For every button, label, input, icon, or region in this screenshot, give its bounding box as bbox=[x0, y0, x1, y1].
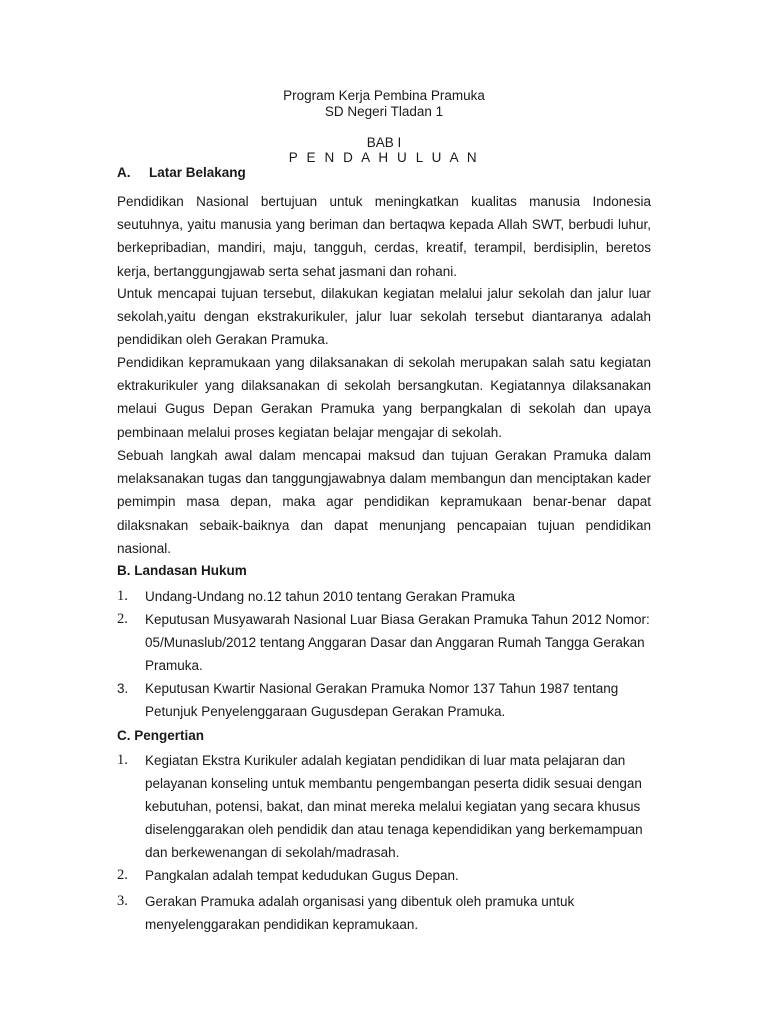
legal-basis-list bbox=[117, 585, 657, 723]
paragraph-4: Sebuah langkah awal dalam mencapai maksud dan tujuan Gerakan Pramuka dalam melaksanakan tugas dan tanggungjawabnya dalam membangun dan menciptakan kader pemimpin masa depan, maka agar pendidikan kepramukaan benar-benar dapat dilaksnakan sebaik-baiknya dan dapat menunjang pencapaian tujuan pendidikan nasional. bbox=[117, 448, 651, 556]
section-a-heading bbox=[117, 164, 246, 181]
section-a-title: Latar Belakang bbox=[149, 165, 246, 180]
list-item bbox=[117, 864, 657, 887]
list-item-text: Pangkalan adalah tempat kedudukan Gugus Depan. bbox=[145, 868, 459, 883]
list-item bbox=[117, 749, 657, 864]
section-a-label: A. bbox=[117, 165, 131, 180]
list-number: 1. bbox=[117, 752, 128, 768]
section-b-heading: B. Landasan Hukum bbox=[117, 563, 247, 578]
list-item bbox=[117, 585, 657, 608]
chapter-title: P E N D A H U L U A N bbox=[288, 150, 480, 165]
list-item-text: Keputusan Musyawarah Nasional Luar Biasa Gerakan Pramuka Tahun 2012 Nomor: 05/Munaslub/2012 tentang Anggaran Dasar dan Anggaran Rumah Tangga Gerakan Pramuka. bbox=[145, 612, 650, 673]
list-item bbox=[117, 608, 657, 677]
list-number: 3. bbox=[117, 893, 128, 909]
document-title: Program Kerja Pembina Pramuka bbox=[283, 88, 485, 103]
list-item-text: Gerakan Pramuka adalah organisasi yang dibentuk oleh pramuka untuk menyelenggarakan pendidikan kepramukaan. bbox=[145, 894, 575, 932]
list-item bbox=[117, 890, 657, 936]
list-item bbox=[117, 677, 657, 723]
list-item-text: Keputusan Kwartir Nasional Gerakan Pramuka Nomor 137 Tahun 1987 tentang Petunjuk Penyelenggaraan Gugusdepan Gerakan Pramuka. bbox=[145, 681, 619, 719]
list-number: 1. bbox=[117, 588, 128, 604]
paragraph-1: Pendidikan Nasional bertujuan untuk meningkatkan kualitas manusia Indonesia seutuhnya, yaitu manusia yang beriman dan bertaqwa kepada Allah SWT, berbudi luhur, berkepribadian, mandiri, maju, tangguh, cerdas, kreatif, terampil, berdisiplin, beretos kerja, bertanggungjawab serta sehat jasmani dan rohani. bbox=[117, 194, 651, 279]
definitions-list bbox=[117, 749, 657, 936]
list-number: 2. bbox=[117, 867, 128, 883]
chapter-number: BAB I bbox=[366, 135, 402, 150]
section-c-heading: C. Pengertian bbox=[117, 728, 205, 743]
list-number: 3. bbox=[117, 681, 129, 696]
paragraph-2: Untuk mencapai tujuan tersebut, dilakukan kegiatan melalui jalur sekolah dan jalur luar sekolah,yaitu dengan ekstrakurikuler, jalur luar sekolah tersebut diantaranya adalah pendidikan oleh Gerakan Pramuka. bbox=[117, 286, 651, 348]
school-name: SD Negeri Tladan 1 bbox=[324, 104, 444, 119]
paragraph-3: Pendidikan kepramukaan yang dilaksanakan di sekolah merupakan salah satu kegiatan ektrakurikuler yang dilaksanakan di sekolah bersangkutan. Kegiatannya dilaksanakan melaui Gugus Depan Gerakan Pramuka yang berpangkalan di sekolah dan upaya pembinaan melalui proses kegiatan belajar mengajar di sekolah. bbox=[117, 355, 651, 440]
list-number: 2. bbox=[117, 611, 128, 627]
list-item-text: Undang-Undang no.12 tahun 2010 tentang Gerakan Pramuka bbox=[145, 589, 516, 604]
list-item-text: Kegiatan Ekstra Kurikuler adalah kegiatan pendidikan di luar mata pelajaran dan pelayanan konseling untuk membantu pengembangan peserta didik sesuai dengan kebutuhan, potensi, bakat, dan minat mereka melalui kegiatan yang secara khusus diselenggarakan oleh pendidik dan atau tenaga kependidikan yang berkemampuan dan berkewenangan di sekolah/madrasah. bbox=[145, 753, 643, 860]
